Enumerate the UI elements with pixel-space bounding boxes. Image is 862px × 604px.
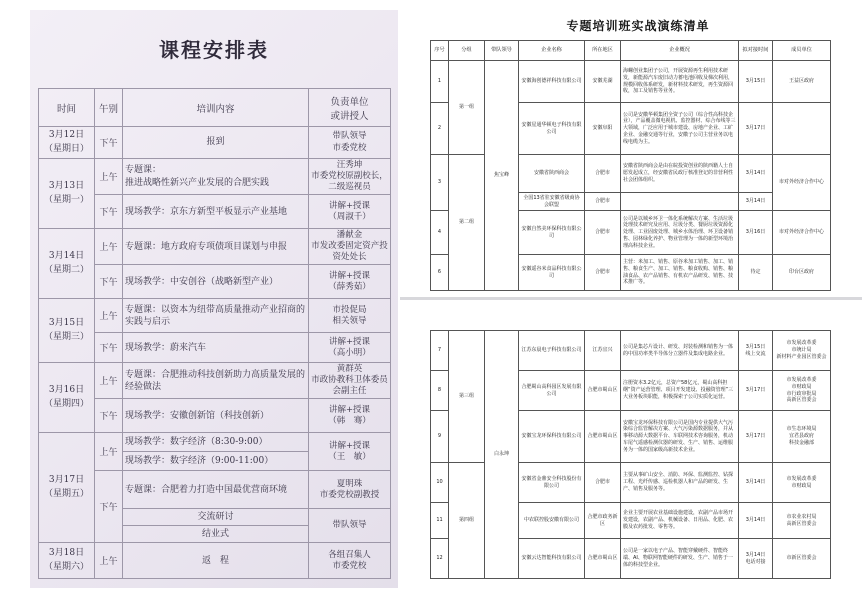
drill-member: 印台区政府 xyxy=(773,255,831,291)
drill-time: 3月14日 xyxy=(739,155,773,193)
schedule-lead: 讲解+授课 （周淑千） xyxy=(309,195,391,229)
drill-time: 3月17日 xyxy=(739,103,773,155)
drill-list-sheet-top xyxy=(420,12,856,294)
schedule-table xyxy=(38,88,391,579)
col-half: 午别 xyxy=(95,89,123,127)
drill-no: 4 xyxy=(431,211,449,255)
drill-region: 合肥市蜀山区 xyxy=(585,371,621,411)
schedule-lead: 夏明珠 市委党校副教授 xyxy=(309,471,391,509)
drill-member: 市对外经济合作中心 xyxy=(773,155,831,211)
drill-member: 市发展改革委 市财政局 市行政审批局 高新区管委会 xyxy=(773,371,831,411)
drill-group: 第四组 xyxy=(449,463,485,579)
schedule-content: 现场教学：数字经济（9:00-11:00） xyxy=(123,452,309,471)
schedule-half-day: 下午 xyxy=(95,471,123,543)
drill-group: 第三组 xyxy=(449,331,485,463)
drill-group: 第二组 xyxy=(449,155,485,291)
col-leader: 带队领导 xyxy=(485,41,519,61)
drill-member: 市新区管委会 xyxy=(773,539,831,579)
col-time: 拟对接时间 xyxy=(739,41,773,61)
schedule-date: 3月13日 （星期一） xyxy=(39,159,95,229)
schedule-lead: 潘献金 市发改委固定资产投资处处长 xyxy=(309,229,391,265)
schedule-lead: 黄群英 市政协教科卫体委员会副主任 xyxy=(309,363,391,399)
drill-member: 市生态环境局 宜君县政府 科技金融部 xyxy=(773,411,831,463)
schedule-half-day: 下午 xyxy=(95,399,123,433)
schedule-lead: 讲解+授课 （韩 骞） xyxy=(309,399,391,433)
schedule-row xyxy=(39,229,391,265)
col-group: 分组 xyxy=(449,41,485,61)
drill-no: 10 xyxy=(431,463,449,503)
drill-group: 第一组 xyxy=(449,61,485,155)
drill-row xyxy=(431,61,831,103)
schedule-lead: 带队领导 xyxy=(309,509,391,543)
drill-profile: 企业主要开展农业基础设施建设，农副产品市场开发建设，农副产品、机械设备、日用品、化肥、农膜及农药批发、零售等。 xyxy=(621,503,739,539)
drill-no: 3 xyxy=(431,155,449,211)
drill-company: 安徽省陕西商会 xyxy=(519,155,585,193)
schedule-content: 交流研讨 xyxy=(123,509,309,526)
drill-member: 王益区政府 xyxy=(773,61,831,103)
drill-time: 待定 xyxy=(739,255,773,291)
drill-list-title: 专题培训班实战演练清单 xyxy=(566,19,710,33)
schedule-content: 结业式 xyxy=(123,526,309,543)
drill-member: 市对外经济合作中心 xyxy=(773,211,831,255)
drill-time: 3月14日 xyxy=(739,503,773,539)
schedule-half-day: 下午 xyxy=(95,195,123,229)
drill-region: 合肥市 xyxy=(585,155,621,193)
drill-no: 8 xyxy=(431,371,449,411)
schedule-half-day: 下午 xyxy=(95,333,123,363)
schedule-lead: 市投促局 相关领导 xyxy=(309,299,391,333)
schedule-header-row xyxy=(39,89,391,127)
schedule-content: 现场教学：数字经济（8:30-9:00） xyxy=(123,433,309,452)
col-profile: 企业概况 xyxy=(621,41,739,61)
schedule-content: 现场教学：安徽创新馆（科技创新） xyxy=(123,399,309,433)
schedule-date: 3月12日 （星期日） xyxy=(39,127,95,159)
drill-time: 3月17日 xyxy=(739,411,773,463)
drill-no: 12 xyxy=(431,539,449,579)
schedule-photo xyxy=(30,10,398,588)
drill-region: 合肥市蜀山区 xyxy=(585,539,621,579)
drill-company: 江苏东晨电子科技有限公司 xyxy=(519,331,585,371)
schedule-date: 3月14日 （星期二） xyxy=(39,229,95,299)
drill-region: 合肥市 xyxy=(585,255,621,291)
drill-no: 9 xyxy=(431,411,449,463)
drill-company: 安徽云达智能科技有限公司 xyxy=(519,539,585,579)
col-content: 培训内容 xyxy=(123,89,309,127)
drill-region: 江苏宜兴 xyxy=(585,331,621,371)
drill-profile: 公司是一家以电子产品、智能穿戴硬件、智能终端、AI、物联网智能硬件的研发、生产、销售于一体的科技型企业。 xyxy=(621,539,739,579)
drill-time: 3月15日 xyxy=(739,61,773,103)
drill-member: 市发展改革委 市财政局 xyxy=(773,463,831,503)
schedule-half-day: 上午 xyxy=(95,543,123,579)
drill-time: 3月14日 电话对接 xyxy=(739,539,773,579)
drill-profile: 公司是以城乡环卫一体化系统解决方案、生活垃圾处理技术研究及应用、垃圾分类、餐厨垃圾资源化处理、工业固废处理、城乡水体治理、环卫设备销售、园林绿化养护、物业管理为一体的新型环境治理高科技企业。 xyxy=(621,211,739,255)
schedule-half-day: 下午 xyxy=(95,265,123,299)
schedule-lead: 讲解+授课 （高小明） xyxy=(309,333,391,363)
drill-company: 安徽星通华顿电子科技有限公司 xyxy=(519,103,585,155)
drill-member: 市农业农村局 高新区管委会 xyxy=(773,503,831,539)
panel-divider xyxy=(400,297,862,300)
schedule-content: 专题课： 推进战略性新兴产业发展的合肥实践 xyxy=(123,159,309,195)
drill-company: 合肥蜀山高科园区发展有限公司 xyxy=(519,371,585,411)
drill-profile: 主要从事矿山安全、消防、环保、监测监控、钻探工程、光纤传感、巡检机器人和产品的研发、生产、销售及服务等。 xyxy=(621,463,739,503)
drill-row xyxy=(431,331,831,371)
schedule-row xyxy=(39,127,391,159)
schedule-date: 3月16日 （星期四） xyxy=(39,363,95,433)
schedule-half-day: 上午 xyxy=(95,299,123,333)
drill-no: 2 xyxy=(431,103,449,155)
drill-company: 安徽自然美环保科技有限公司 xyxy=(519,211,585,255)
drill-profile: 海螺创业集团子公司，开展资源再生利用技术研发，新能源汽车废旧动力蓄电池回收及梯次利用，规模回收体系研发，新材料技术研发，再生资源回收，加工及销售等业务。 xyxy=(621,61,739,103)
drill-company: 全国13省驻安徽省级商协会联盟 xyxy=(519,193,585,211)
drill-company: 安徽遥谷米食品科技有限公司 xyxy=(519,255,585,291)
schedule-lead: 讲解+授课 （薛秀茹） xyxy=(309,265,391,299)
schedule-content: 现场教学：蔚来汽车 xyxy=(123,333,309,363)
col-lead: 负责单位 或讲授人 xyxy=(309,89,391,127)
drill-region: 合肥市 xyxy=(585,211,621,255)
drill-no: 7 xyxy=(431,331,449,371)
drill-list-sheet-bottom xyxy=(420,302,856,598)
schedule-date: 3月18日 （星期六） xyxy=(39,543,95,579)
drill-leader: 白永坤 xyxy=(485,331,519,579)
drill-company: 安徽海创德祥科技有限公司 xyxy=(519,61,585,103)
schedule-row xyxy=(39,433,391,452)
drill-no: 6 xyxy=(431,255,449,291)
schedule-lead: 讲解+授课 （王 敏） xyxy=(309,433,391,471)
drill-time: 3月14日 xyxy=(739,193,773,211)
drill-no: 11 xyxy=(431,503,449,539)
drill-profile: 公司是安徽华顿集团全资子公司（综合性高科技企业），产品覆盖微电视机、监控器材、综合布线等三大领域，广泛应用于城市建设、房地产企业、工矿企业、金融交通等行业，安徽子公司主营业务以电线电缆为主。 xyxy=(621,103,739,155)
col-company: 企业名称 xyxy=(519,41,585,61)
col-time: 时间 xyxy=(39,89,95,127)
schedule-content: 专题课：合肥着力打造中国最优营商环境 xyxy=(123,471,309,509)
drill-profile: 安徽省陕西商会是由在皖投资创业的陕西籍人士自愿发起成立，经安徽省民政厅核准登记的非营利性社会团体组织。 xyxy=(621,155,739,193)
drill-time: 3月17日 xyxy=(739,371,773,411)
schedule-content: 现场教学：京东方新型平板显示产业基地 xyxy=(123,195,309,229)
schedule-date: 3月15日 （星期三） xyxy=(39,299,95,363)
col-no: 序号 xyxy=(431,41,449,61)
schedule-row xyxy=(39,299,391,333)
col-member: 成员单位 xyxy=(773,41,831,61)
drill-profile: 安徽宝龙环保科技有限公司是国内专业提供大气污染综合监管解决方案、大气污染源数据服务，并从事移动源大数据平台、车联网技术咨询服务，机动车尾气遥感检测仪器的研发、生产、销售、运维服务为一体的国家级高新技术企业。 xyxy=(621,411,739,463)
drill-table-top xyxy=(430,40,831,291)
schedule-row xyxy=(39,159,391,195)
drill-region: 合肥市蜀山区 xyxy=(585,411,621,463)
schedule-half-day: 上午 xyxy=(95,433,123,471)
schedule-lead: 汪秀坤 市委党校原副校长，二级巡视员 xyxy=(309,159,391,195)
drill-company: 安徽省金鼎安全科技股份有限公司 xyxy=(519,463,585,503)
schedule-half-day: 上午 xyxy=(95,229,123,265)
schedule-half-day: 下午 xyxy=(95,127,123,159)
schedule-content: 返 程 xyxy=(123,543,309,579)
schedule-lead: 各组召集人 市委党校 xyxy=(309,543,391,579)
schedule-row xyxy=(39,543,391,579)
drill-region: 安徽芜湖 xyxy=(585,61,621,103)
col-region: 所在地区 xyxy=(585,41,621,61)
drill-profile: 主营：米加工、销售、原谷米加工销售、加工、销售、粮食生产、加工、销售、粮食收购、销售、粮油食品、农产品销售、有机农产品研发、销售、技术推广等。 xyxy=(621,255,739,291)
drill-region: 合肥市 xyxy=(585,193,621,211)
schedule-content: 现场教学：中安创谷（战略新型产业） xyxy=(123,265,309,299)
drill-time: 3月14日 xyxy=(739,463,773,503)
drill-company: 安徽宝龙环保科技有限公司 xyxy=(519,411,585,463)
drill-header-row xyxy=(431,41,831,61)
schedule-row xyxy=(39,363,391,399)
drill-region: 合肥市政务新区 xyxy=(585,503,621,539)
schedule-content: 专题课：地方政府专项债项目谋划与申报 xyxy=(123,229,309,265)
drill-company: 中农联控股安徽有限公司 xyxy=(519,503,585,539)
schedule-half-day: 上午 xyxy=(95,159,123,195)
drill-profile: 注册资本3.2亿元，总资产58亿元，蜀山高科担纲“资产运营管理、项目开发建设、投融资管理”三大业务板块职能，积极探索子公司实质化运营。 xyxy=(621,371,739,411)
schedule-date: 3月17日 （星期五） xyxy=(39,433,95,543)
schedule-lead: 带队领导 市委党校 xyxy=(309,127,391,159)
drill-profile xyxy=(621,193,739,211)
schedule-half-day: 上午 xyxy=(95,363,123,399)
drill-time: 3月15日 线上交流 xyxy=(739,331,773,371)
schedule-content: 专题课：合肥推动科技创新助力高质量发展的经验做法 xyxy=(123,363,309,399)
drill-member: 市发展改革委 市统计局 新材料产业园区管委会 xyxy=(773,331,831,371)
drill-member xyxy=(773,103,831,155)
schedule-content: 专题课：以资本为纽带高质量推动产业招商的实践与启示 xyxy=(123,299,309,333)
drill-table-bottom xyxy=(430,330,831,579)
drill-region: 安徽阜阳 xyxy=(585,103,621,155)
drill-region: 合肥市 xyxy=(585,463,621,503)
drill-time: 3月16日 xyxy=(739,211,773,255)
schedule-content: 报到 xyxy=(123,127,309,159)
drill-leader: 焦宝峰 xyxy=(485,61,519,291)
drill-no: 1 xyxy=(431,61,449,103)
schedule-title: 课程安排表 xyxy=(159,38,269,62)
drill-profile: 公司是集芯片设计、研发、封装检测和销售为一体的中国功率类半导体分立器件及集成电路企业。 xyxy=(621,331,739,371)
